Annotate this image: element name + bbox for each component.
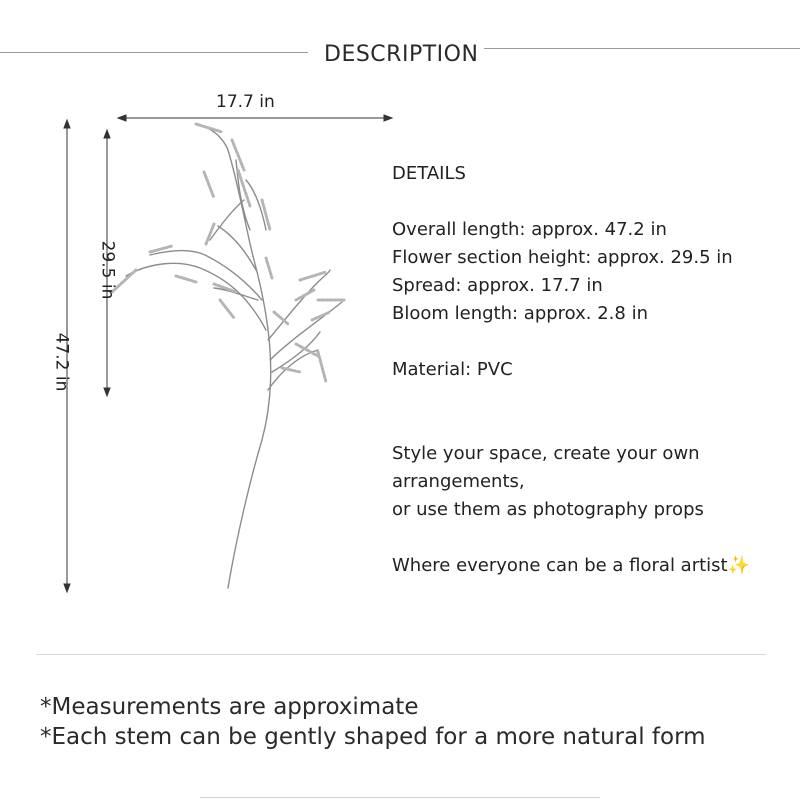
footnote-measurements: *Measurements are approximate <box>40 694 419 720</box>
style-line-1: Style your space, create your own <box>392 443 700 464</box>
detail-flower-height: Flower section height: approx. 29.5 in <box>392 247 733 268</box>
detail-material: Material: PVC <box>392 359 513 380</box>
bottom-divider <box>200 797 600 798</box>
section-divider <box>36 654 766 655</box>
style-line-2: arrangements, <box>392 471 525 492</box>
overall-length-arrow-top <box>64 120 70 128</box>
overall-length-arrow-bottom <box>64 584 70 592</box>
detail-bloom-length: Bloom length: approx. 2.8 in <box>392 303 648 324</box>
tagline <box>392 552 750 580</box>
flower-height-arrow-bottom <box>104 388 110 396</box>
flower-height-arrow-top <box>104 130 110 138</box>
detail-spread: Spread: approx. 17.7 in <box>392 275 603 296</box>
overall-length-label: 47.2 in <box>51 332 72 392</box>
spread-label: 17.7 in <box>216 92 275 112</box>
page-title: DESCRIPTION <box>324 42 479 67</box>
footnote-shaping: *Each stem can be gently shaped for a more natural form <box>40 724 706 750</box>
flower-height-label: 29.5 in <box>97 240 118 300</box>
spread-arrow-right <box>384 115 392 121</box>
spread-arrow-left <box>118 115 126 121</box>
style-line-3: or use them as photography props <box>392 499 704 520</box>
plant-stem <box>126 124 342 588</box>
details-section <box>392 160 750 580</box>
detail-overall-length: Overall length: approx. 47.2 in <box>392 219 667 240</box>
tagline-text: Where everyone can be a floral artist <box>392 555 728 576</box>
footnotes <box>40 692 706 752</box>
sparkle-icon: ✨ <box>727 555 751 576</box>
details-heading: DETAILS <box>392 163 466 184</box>
plant-blooms <box>112 124 344 382</box>
